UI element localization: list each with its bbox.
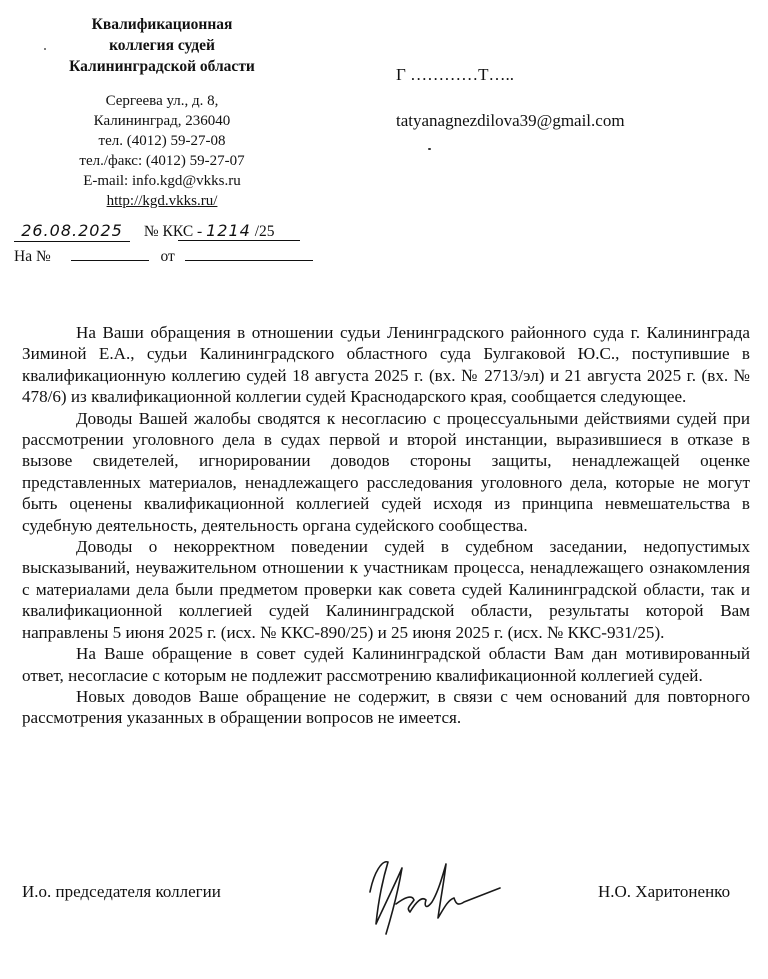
paragraph: Доводы Вашей жалобы сводятся к несогласию с процессуальными действиями судей при рассмотрении уголовного дела в судах первой и второй инстанции, выразившиеся в отказе в вызове свидетелей, игнорировании доводов стороны защиты, ненадлежащей оценке представленных материалов, ненадлежащего расследования уголовного дела, которые не могут быть оценены квалификационной коллегией судей исходя из принципа невмешательства в судебную деятельность, деятельность органа судейского сообщества. xyxy=(22,408,750,535)
email: E-mail: info.kgd@vkks.ru xyxy=(83,173,241,189)
paragraph: На Ваше обращение в совет судей Калининградской области Вам дан мотивированный ответ, несогласие с которым не подлежит рассмотрению квалификационной коллегией судей. xyxy=(22,644,750,685)
paragraph: Доводы о некорректном поведении судей в судебном заседании, недопустимых высказываний, неуважительном отношении к участникам процесса, ненадлежащего ознакомления с материалами дела были предметом проверки как совета судей Калининградской области, так и квалификационной коллегией судей Калининградской области, результаты которой Вам направлены 5 июня 2025 г. (исх. № ККС-890/25) и 25 июня 2025 г. (исх. № ККС-931/25). xyxy=(22,537,750,642)
address-city: Калининград, 236040 xyxy=(93,113,231,129)
registration-number-suffix: /25 xyxy=(254,223,275,240)
organization-name: Квалификационная коллегия судей Калининградской области xyxy=(69,16,255,75)
phone: тел. (4012) 59-27-08 xyxy=(98,133,226,149)
reference-line xyxy=(14,246,313,267)
address-street: Сергеева ул., д. 8, xyxy=(105,93,219,109)
letterhead xyxy=(0,14,324,211)
signatory-position: И.о. председателя коллегии xyxy=(22,882,221,901)
recipient-name: Г …………Т….. xyxy=(396,65,514,84)
fax: тел./факс: (4012) 59-27-07 xyxy=(79,153,245,169)
paragraph: На Ваши обращения в отношении судьи Ленинградского районного суда г. Калининграда Зиминой Е.А., судьи Калининградского областного суда Булгаковой Ю.С., поступившие в квалификационную коллегию судей 18 августа 2025 г. (вх. № 2713/эл) и 21 августа 2025 г. (вх. № 478/6) из квалификационной коллегии судей Краснодарского края, сообщается следующее. xyxy=(22,323,750,407)
reference-number-blank xyxy=(71,246,149,261)
website-link[interactable]: http://kgd.vkks.ru/ xyxy=(106,193,218,209)
recipient-email: tatyanagnezdilova39@gmail.com xyxy=(396,111,625,130)
handwritten-signature xyxy=(352,842,502,942)
signatory-name: Н.О. Харитоненко xyxy=(598,882,731,901)
recipient-block xyxy=(396,64,625,132)
registration-line xyxy=(14,221,275,242)
registration-number: 1214 xyxy=(206,221,251,240)
number-underline xyxy=(178,240,300,241)
registration-number-prefix: № ККС - xyxy=(143,223,203,240)
reference-from-label: от xyxy=(160,248,175,265)
scan-speck xyxy=(428,148,431,150)
registration-date: 26.08.2025 xyxy=(14,221,130,242)
organization-address xyxy=(0,91,324,211)
reference-date-blank xyxy=(185,246,313,261)
letter-body xyxy=(22,322,750,729)
paragraph: Новых доводов Ваше обращение не содержит, в связи с чем оснований для повторного рассмотрения указанных в обращении вопросов не имеется. xyxy=(22,686,750,728)
reference-label: На № xyxy=(14,248,51,265)
